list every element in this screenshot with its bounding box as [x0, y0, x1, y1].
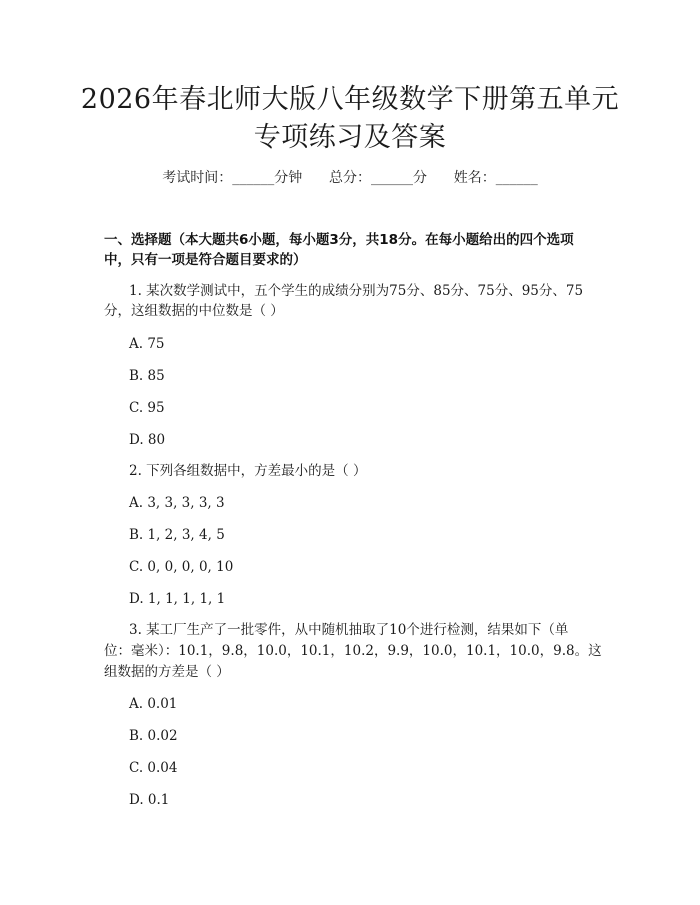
question-1-stem-line2: 分，这组数据的中位数是（ ） [104, 303, 284, 319]
section-heading-line2: 中，只有一项是符合题目要求的） [104, 252, 307, 268]
question-2-option-a: A. 3, 3, 3, 3, 3 [129, 495, 225, 511]
question-1-stem-line1: 1. 某次数学测试中，五个学生的成绩分别为75分、85分、75分、95分、75 [129, 283, 584, 299]
question-3-stem-line1: 3. 某工厂生产了一批零件，从中随机抽取了10个进行检测，结果如下（单 [129, 622, 569, 638]
question-2-option-d: D. 1, 1, 1, 1, 1 [129, 591, 226, 607]
section-heading-line1: 一、选择题（本大题共6小题，每小题3分，共18分。在每小题给出的四个选项 [104, 232, 574, 248]
question-3-stem-line2: 位：毫米）：10.1，9.8，10.0，10.1，10.2，9.9，10.0，10.1，10.0，9.8。这 [104, 643, 602, 659]
document-title-line2: 专项练习及答案 [253, 122, 447, 153]
question-2-option-c: C. 0, 0, 0, 0, 10 [129, 559, 234, 575]
question-3-option-a: A. 0.01 [129, 696, 178, 712]
question-3-option-d: D. 0.1 [129, 792, 170, 808]
question-1-option-a: A. 75 [129, 336, 165, 352]
question-2-stem-line1: 2. 下列各组数据中，方差最小的是（ ） [129, 463, 367, 479]
question-1-option-d: D. 80 [129, 432, 166, 448]
question-3-stem-line3: 组数据的方差是（ ） [104, 664, 230, 680]
question-1-option-b: B. 85 [129, 368, 165, 384]
question-3-option-c: C. 0.04 [129, 760, 178, 776]
exam-meta-line: 考试时间：______分钟 总分：______分 姓名：______ [162, 170, 538, 186]
question-3-option-b: B. 0.02 [129, 728, 178, 744]
document-title-line1: 2026年春北师大版八年级数学下册第五单元 [80, 84, 620, 115]
question-1-option-c: C. 95 [129, 400, 165, 416]
question-2-option-b: B. 1, 2, 3, 4, 5 [129, 527, 225, 543]
